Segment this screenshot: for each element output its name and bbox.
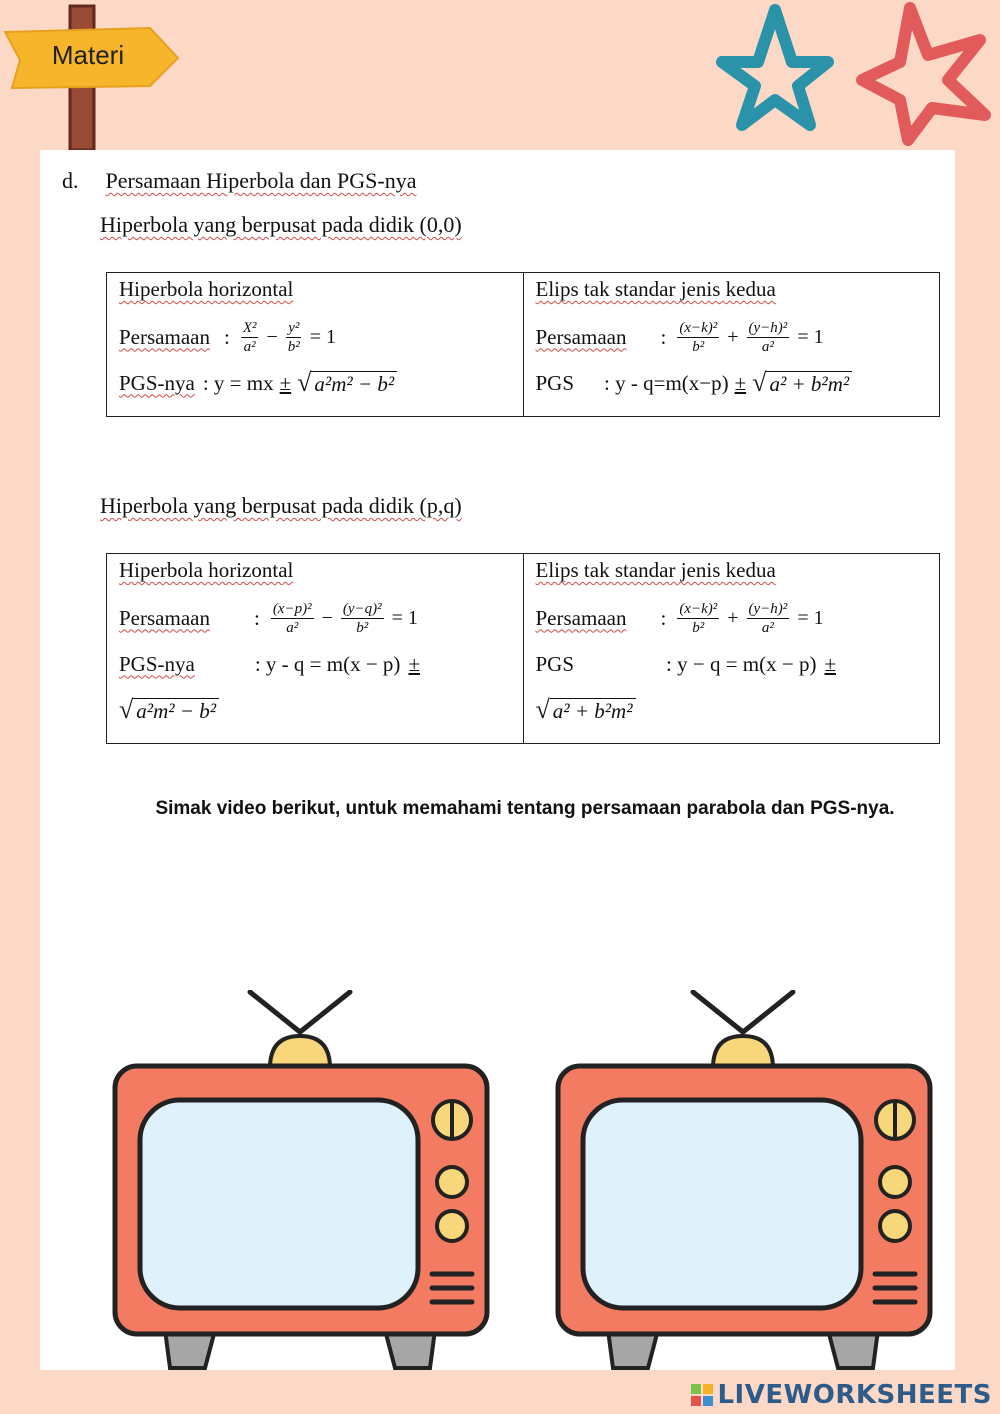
pgs-root-row	[536, 687, 928, 733]
equation-label: Persamaan	[535, 324, 627, 349]
cell-title: Elips tak standar jenis kedua	[535, 277, 776, 301]
liveworksheets-logo[interactable]	[691, 1380, 992, 1410]
fraction: $\frac{\text{(y−q)²}}{\text{b²}}$	[342, 600, 382, 636]
blue-star-icon	[722, 10, 828, 125]
equation-row: Persamaan : $\frac{\text{(x−k)²}}{\text{b²}}$ + $\frac{\text{(y−h)²}}{\text{a²}}$ = 1	[535, 319, 824, 355]
fraction: $\frac{\text{(y−h)²}}{\text{a²}}$	[748, 600, 788, 636]
equation-rhs: = 1	[309, 325, 337, 348]
pgs-label: PGS-nya	[119, 370, 195, 395]
pgs-expression: : y = mx	[202, 370, 274, 395]
section-title: Persamaan Hiperbola dan PGS-nya	[105, 168, 417, 193]
square-root: √ a² + b²m²	[752, 370, 852, 396]
equation-rhs: = 1	[391, 606, 418, 629]
materi-label: Materi	[51, 40, 125, 70]
section-heading	[62, 168, 416, 194]
tv-screen	[583, 1100, 861, 1308]
cell-title: Hiperbola horizontal	[119, 558, 294, 582]
section-number: d.	[62, 168, 79, 193]
pgs-row	[119, 641, 511, 687]
pgs-label: PGS-nya	[119, 651, 195, 676]
cell-title: Elips tak standar jenis kedua	[535, 558, 776, 582]
table-cell-hyperbola	[107, 554, 524, 744]
equation-label: Persamaan	[535, 605, 627, 630]
fraction: $\frac{\text{y²}}{\text{b²}}$	[287, 319, 300, 355]
square-root: √ a²m² − b²	[297, 370, 397, 396]
square-root: √ a² + b²m²	[536, 697, 636, 723]
pgs-expression: : y - q=m(x−p)	[604, 370, 729, 395]
fraction: $\frac{\text{(x−k)²}}{\text{b²}}$	[679, 319, 718, 355]
signpost-icon	[0, 0, 200, 150]
red-star-icon	[862, 8, 985, 140]
fraction: $\frac{\text{(x−k)²}}{\text{b²}}$	[679, 600, 718, 636]
formula-table-pq	[106, 553, 940, 744]
formula-table-origin	[106, 272, 940, 417]
fraction: $\frac{\text{X²}}{\text{a²}}$	[242, 319, 257, 355]
video-player-1[interactable]	[110, 990, 490, 1380]
pgs-root-row	[119, 687, 511, 733]
square-root: √ a²m² − b²	[119, 697, 219, 723]
pgs-row	[119, 360, 511, 406]
plus-minus: ±	[824, 651, 836, 676]
equation-label: Persamaan	[119, 324, 210, 349]
equation-rhs: = 1	[797, 325, 824, 348]
plus-minus: ±	[734, 370, 747, 395]
equation-rhs: = 1	[797, 606, 824, 629]
equation-row: Persamaan : $\frac{\text{X²}}{\text{a²}}$ − $\frac{\text{y²}}{\text{b²}}$ = 1	[119, 319, 337, 355]
equation-row: Persamaan : $\frac{\text{(x−k)²}}{\text{b²}}$ + $\frac{\text{(y−h)²}}{\text{a²}}$ = 1	[535, 600, 824, 636]
equation-row: Persamaan : $\frac{\text{(x−p)²}}{\text{a²}}$ − $\frac{\text{(y−q)²}}{\text{b²}}$ = 1	[119, 600, 418, 636]
video-instruction: Simak video berikut, untuk memahami tentang persamaan parabola dan PGS-nya.	[155, 798, 895, 819]
pq-center-heading: Hiperbola yang berpusat pada didik (p,q)	[100, 493, 462, 518]
cell-title: Hiperbola horizontal	[119, 277, 294, 301]
table-cell-ellipse	[523, 273, 940, 417]
video-player-2[interactable]	[553, 990, 933, 1380]
table-cell-ellipse	[523, 554, 940, 744]
fraction: $\frac{\text{(y−h)²}}{\text{a²}}$	[748, 319, 788, 355]
plus-minus: ±	[408, 651, 420, 676]
pgs-row	[536, 641, 928, 687]
plus-minus: ±	[279, 370, 292, 395]
equation-label: Persamaan	[119, 605, 210, 630]
origin-center-heading: Hiperbola yang berpusat pada didik (0,0)	[100, 212, 462, 237]
tv-screen	[140, 1100, 418, 1308]
pgs-label: PGS	[535, 370, 575, 395]
pgs-expression: : y − q = m(x − p)	[666, 651, 817, 676]
brand-text: LIVEWORKSHEETS	[717, 1380, 992, 1410]
brand-mark-icon	[691, 1384, 713, 1406]
pgs-label: PGS	[535, 651, 575, 676]
pgs-expression: : y - q = m(x − p)	[254, 651, 401, 676]
fraction: $\frac{\text{(x−p)²}}{\text{a²}}$	[272, 600, 312, 636]
pgs-row	[536, 360, 928, 406]
table-cell-hyperbola	[107, 273, 524, 417]
